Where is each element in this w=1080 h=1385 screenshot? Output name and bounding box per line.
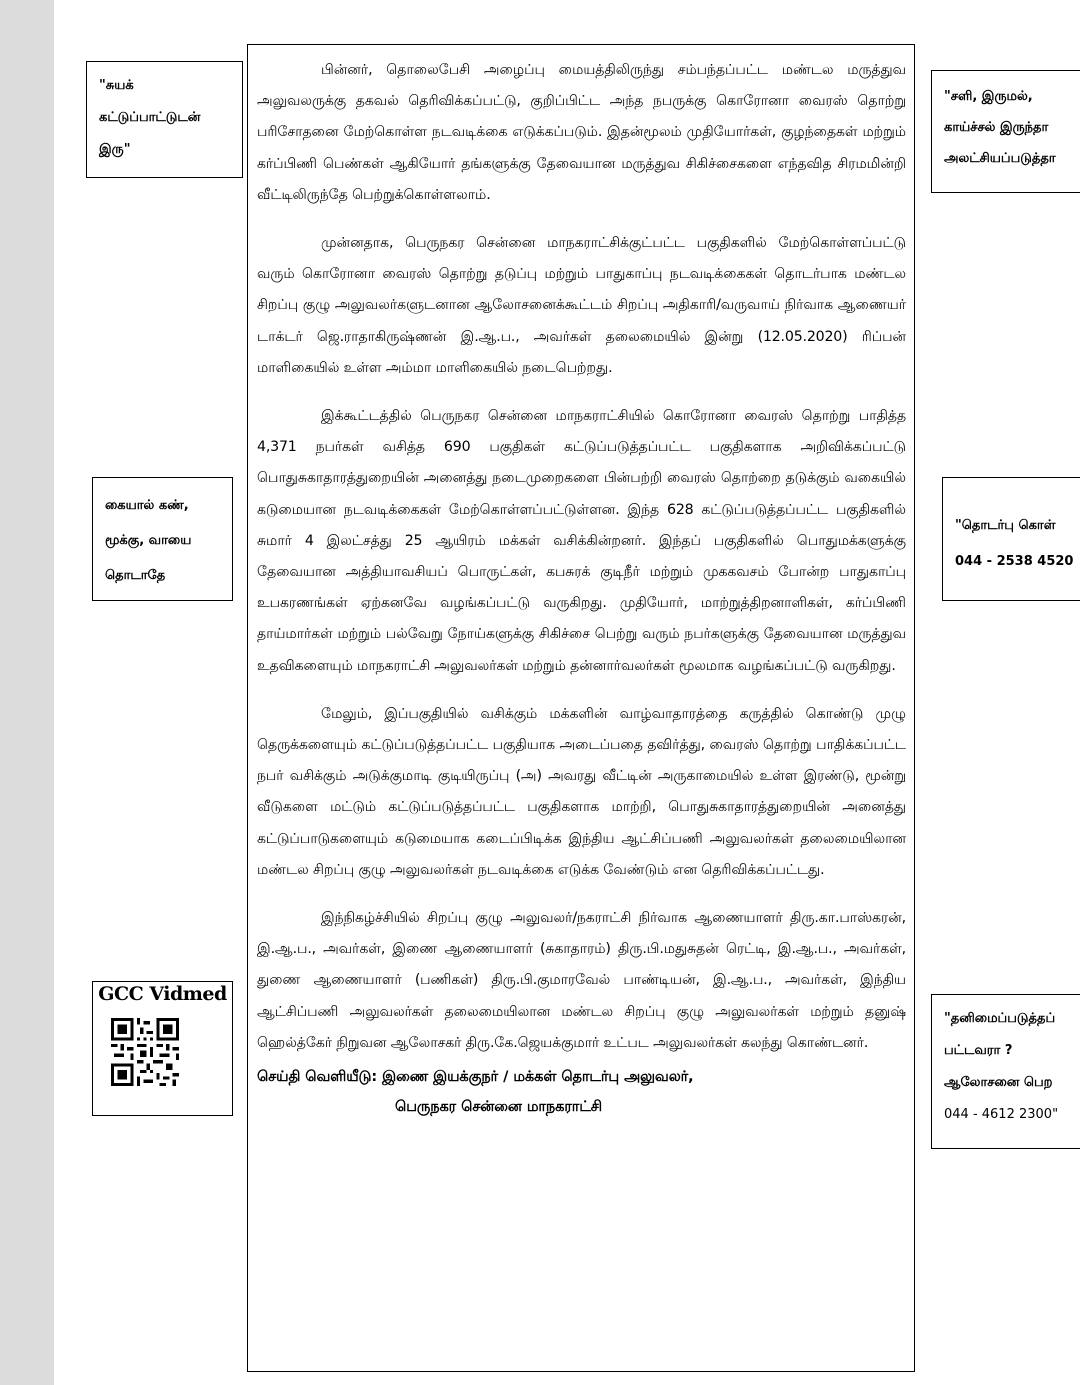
self-control-box — [86, 61, 243, 178]
press-release-org: பெருநகர சென்னை மாநகராட்சி — [395, 1099, 603, 1116]
hands-box — [92, 477, 233, 601]
paragraph-2: முன்னதாக, பெருநகர சென்னை மாநகராட்சிக்குட்பட்ட பகுதிகளில் மேற்கொள்ளப்பட்டு வரும் கொரோனா வைரஸ் தொற்று தடுப்பு மற்றும் பாதுகாப்பு நடவடிக்கைகள் தொடர்பாக மண்டல சிறப்பு குழு அலுவலர்களுடனான ஆலோசனைக்கூட்டம் சிறப்பு அதிகாரி/வருவாய் நிர்வாக ஆணையர் டாக்டர் ஜெ.ராதாகிருஷ்ணன் இ.ஆ.ப., அவர்கள் தலைமையில் இன்று (12.05.2020) ரிப்பன் மாளிகையில் உள்ள அம்மா மாளிகையில் நடைபெற்றது. — [257, 235, 906, 376]
hands-line-2: மூக்கு, வாயை — [105, 533, 192, 548]
window-left-strip — [0, 0, 54, 1385]
paragraph-3: இக்கூட்டத்தில் பெருநகர சென்னை மாநகராட்சியில் கொரோனா வைரஸ் தொற்று பாதித்த 4,371 நபர்கள் வசித்த 690 பகுதிகள் கட்டுப்படுத்தப்பட்ட பகுதிகளாக அறிவிக்கப்பட்டு பொதுசுகாதாரத்துறையின் அனைத்து நடைமுறைகளை பின்பற்றி வைரஸ் தொற்றை தடுக்கும் வகையில் கடுமையான நடவடிக்கைகள் மேற்கொள்ளப்பட்டுள்ளன. இந்த 628 கட்டுப்படுத்தப்பட்ட பகுதிகளில் சுமார் 4 இலட்சத்து 25 ஆயிரம் மக்கள் வசிக்கின்றனர். இந்தப் பகுதிகளில் பொதுமக்களுக்கு தேவையான அத்தியாவசியப் பொருட்கள், கபசுரக் குடிநீர் மற்றும் முககவசம் போன்ற பாதுகாப்பு உபகரணங்கள் ஏற்கனவே வழங்கப்பட்டு வருகிறது. முதியோர், மாற்றுத்திறனாளிகள், கர்ப்பிணி தாய்மார்கள் மற்றும் பல்வேறு நோய்களுக்கு சிகிச்சை பெற்று வரும் நபர்களுக்கு தேவையான மருத்துவ உதவிகளையும் மாநகராட்சி அலுவலர்கள் மற்றும் தன்னார்வலர்கள் மூலமாக வழங்கப்பட்டு வருகிறது. — [257, 408, 906, 674]
gcc-vidmed-title: GCC Vidmed — [98, 983, 227, 1005]
paragraph-5: இந்நிகழ்ச்சியில் சிறப்பு குழு அலுவலர்/நகராட்சி நிர்வாக ஆணையாளர் திரு.கா.பாஸ்கரன், இ.ஆ.ப., அவர்கள், இணை ஆணையாளர் (சுகாதாரம்) திரு.பி.மதுசுதன் ரெட்டி, இ.ஆ.ப., அவர்கள், துணை ஆணையாளர் (பணிகள்) திரு.பி.குமாரவேல் பாண்டியன், இ.ஆ.ப., அவர்கள், இந்திய ஆட்சிப்பணி அலுவலர்கள் தலைமையிலான மண்டல சிறப்பு குழு அலுவலர்கள் மற்றும் தனுஷ் ஹெல்த்கேர் நிறுவன ஆலோசகர் திரு.கே.ஜெயக்குமார் உட்பட அலுவலர்கள் கலந்து கொண்டனர். — [257, 910, 906, 1051]
press-release-body — [247, 44, 915, 1372]
isolation-line-3: ஆலோசனை பெற — [944, 1075, 1053, 1090]
contact-line-1: "தொடர்பு கொள் — [955, 518, 1056, 533]
hands-line-3: தொடாதே — [105, 568, 166, 583]
contact-box — [942, 477, 1080, 601]
self-control-line-1: "சுயக் — [99, 78, 134, 93]
cold-line-1: "சளி, இருமல், — [944, 89, 1033, 104]
qr-code-icon[interactable] — [111, 1018, 179, 1086]
paragraph-1: பின்னர், தொலைபேசி அழைப்பு மையத்திலிருந்து சம்பந்தப்பட்ட மண்டல மருத்துவ அலுவலருக்கு தகவல் தெரிவிக்கப்பட்டு, குறிப்பிட்ட அந்த நபருக்கு கொரோனா வைரஸ் தொற்று பரிசோதனை மேற்கொள்ள நடவடிக்கை எடுக்கப்படும். இதன்மூலம் முதியோர்கள், குழந்தைகள் மற்றும் கர்ப்பிணி பெண்கள் ஆகியோர் தங்களுக்கு தேவையான மருத்துவ சிகிச்சைகளை எந்தவித சிரமமின்றி வீட்டிலிருந்தே பெற்றுக்கொள்ளலாம். — [257, 62, 906, 203]
self-control-line-2: கட்டுப்பாட்டுடன் — [99, 110, 201, 125]
gcc-vidmed-box — [92, 981, 233, 1116]
isolation-line-2: பட்டவரா ? — [944, 1043, 1013, 1058]
cold-line-3: அலட்சியப்படுத்தா — [944, 151, 1056, 166]
paragraph-4: மேலும், இப்பகுதியில் வசிக்கும் மக்களின் வாழ்வாதாரத்தை கருத்தில் கொண்டு முழு தெருக்களையும் கட்டுப்படுத்தப்பட்ட பகுதியாக அடைப்பதை தவிர்த்து, வைரஸ் தொற்று பாதிக்கப்பட்ட நபர் வசிக்கும் அடுக்குமாடி குடியிருப்பு (அ) அவரது வீட்டின் அருகாமையில் உள்ள இரண்டு, மூன்று வீடுகளை மட்டும் கட்டுப்படுத்தப்பட்ட பகுதிகளாக மாற்றி, பொதுசுகாதாரத்துறையின் அனைத்து கட்டுப்பாடுகளையும் கடுமையாக கடைப்பிடிக்க இந்திய ஆட்சிப்பணி அலுவலர்கள் தலைமையிலான மண்டல சிறப்பு குழு அலுவலர்கள் நடவடிக்கை எடுக்க வேண்டும் என தெரிவிக்கப்பட்டது. — [257, 705, 906, 878]
isolation-box — [931, 994, 1080, 1149]
cold-symptoms-box — [931, 70, 1080, 193]
press-release-credit: செய்தி வெளியீடு: இணை இயக்குநர் / மக்கள் தொடர்பு அலுவலர், — [257, 1069, 694, 1086]
cold-line-2: காய்ச்சல் இருந்தா — [944, 120, 1049, 135]
isolation-line-1: "தனிமைப்படுத்தப் — [944, 1011, 1056, 1026]
contact-phone: 044 - 2538 4520 — [955, 554, 1074, 569]
isolation-phone: 044 - 4612 2300" — [944, 1107, 1059, 1122]
self-control-line-3: இரு" — [99, 142, 131, 157]
hands-line-1: கையால் கண், — [105, 498, 189, 513]
